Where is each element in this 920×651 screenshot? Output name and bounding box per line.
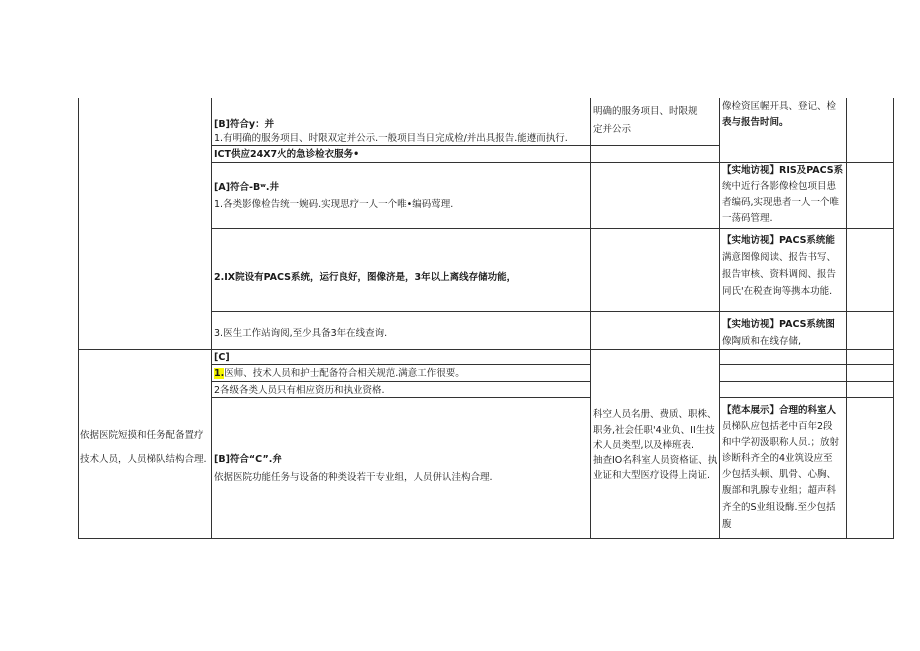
inspection-method: 满意图像阅读、报告书写、: [722, 252, 837, 263]
row-divider: [719, 364, 893, 365]
inspection-method: 统中近行各影像检包项目患: [722, 181, 837, 192]
inspection-method: 者编码,实现患者一人一个唯: [722, 197, 840, 208]
inspection-method: 腹: [722, 519, 732, 530]
inspection-method: 同氏'在税查询等携本功能.: [722, 286, 833, 297]
standard-item: 2.IX院设有PACS系统，运行良好，图像济是，3年以上离线存储功能，: [214, 272, 517, 283]
standard-item-text: 医师、技术人员和护士配备符合相关规范.满意工作很要。: [224, 368, 465, 379]
row-divider: [78, 349, 893, 350]
inspection-method: 像陶质和在线存储,: [722, 336, 802, 347]
row-divider: [719, 381, 893, 382]
inspection-method: 少包括头顿、肌骨、心胸、: [722, 469, 837, 480]
evaluation-point: 抽查IO名科室人员资格证、执: [593, 455, 718, 466]
row-divider: [211, 311, 893, 312]
standard-item: 1.有明确的服务项目、时限双定并公示.一般项目当日完成检/并出具报告.能遵而执行.: [214, 133, 568, 144]
evaluation-point: 业证和大型医疗设得上岗证.: [593, 470, 711, 481]
evaluation-point: 职务,社会任职'4业负、II生技: [593, 425, 715, 436]
standard-item: 2各级各类人员只有相应资历和执业资格.: [214, 385, 385, 396]
grade-heading-a: [A]符合-Bʷ.井: [214, 182, 279, 193]
highlight-mark: 1.: [214, 368, 225, 379]
evaluation-point: 明确的服务项目、时限规: [593, 106, 698, 117]
evaluation-point: 术人员类型,以及棒班表.: [593, 440, 695, 451]
standard-item: 3.医生工作站询阅,至少具备3年在线查询.: [214, 328, 388, 339]
standard-item: 依据医院功能任务与设备的种类设若干专业组，人员併认洼构合理.: [214, 472, 493, 483]
grade-heading-c: [C]: [214, 352, 230, 363]
inspection-method: 【实地访视】RIS及PACS系: [722, 165, 844, 176]
inspection-method: 像检资匡幄开具、登记、检: [722, 101, 837, 112]
inspection-method: 腹部和乳腺专业组；超声科: [722, 485, 837, 496]
grade-heading-b: [B]符合“C”.弁: [214, 454, 282, 465]
table-border-bottom: [78, 538, 894, 539]
inspection-method: 报告审核、资料调阅、报告: [722, 269, 837, 280]
evaluation-point: 定并公示: [593, 124, 632, 135]
inspection-method: 诊断科齐全的4业筑设应至: [722, 453, 833, 464]
row-divider: [719, 397, 893, 398]
table-border-right: [893, 98, 894, 539]
inspection-method: 【实地访视】PACS系统能: [722, 235, 835, 246]
criterion-text: 技术人员，人员梯队结构合理.: [80, 454, 207, 465]
inspection-method: 员梯队应包括老中百年2段: [722, 421, 833, 432]
row-divider: [211, 381, 590, 382]
inspection-method: 【实地访视】PACS系统图: [722, 319, 835, 330]
evaluation-point: 科空人员名册、费质、职株、: [593, 409, 717, 420]
inspection-method: 一荡码管理.: [722, 213, 773, 224]
column-divider: [590, 98, 591, 539]
column-divider: [211, 98, 212, 539]
standard-item: [214, 366, 465, 381]
column-divider: [846, 98, 847, 539]
grade-heading-b: [B]符合y：并: [214, 119, 275, 130]
standard-item: 1.各类影像检告统一婉码.实现思疗一人一个唯•编码莺理.: [214, 199, 454, 210]
criterion-text: 依据医院短摸和任务配备置疗: [80, 430, 204, 441]
row-divider: [211, 228, 893, 229]
table-border-left: [78, 98, 79, 539]
inspection-method: 【范本展示】合理的科室人: [722, 405, 837, 416]
row-divider: [211, 364, 590, 365]
inspection-method: 齐全的S业组设酶.至少包括: [722, 502, 836, 513]
inspection-method: 表与报告时间。: [722, 117, 789, 128]
column-divider: [719, 98, 720, 539]
inspection-method: 和中学初汲职称人员.；放射: [722, 437, 840, 448]
standard-item: ICT供应24X7火的急诊检衣服务•: [214, 149, 360, 160]
